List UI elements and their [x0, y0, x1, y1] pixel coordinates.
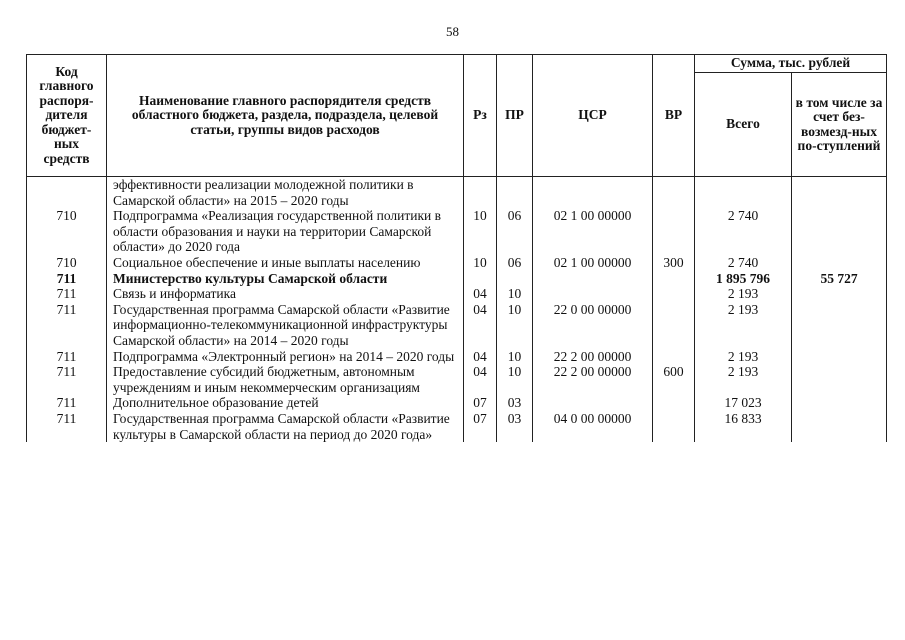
row-name: Подпрограмма «Реализация государственной политики в области образования и науки на территории Самарской области» до 2020 года	[107, 208, 464, 255]
row-name: Государственная программа Самарской области «Развитие информационно-телекоммуникационной инфраструктуры Самарской области» на 2014 – 2020 годы	[107, 302, 464, 349]
row-total: 1 895 796	[695, 271, 792, 287]
row-free	[792, 286, 887, 302]
row-code: 711	[27, 286, 107, 302]
row-vr	[653, 208, 695, 255]
header-rz: Рз	[464, 55, 497, 177]
row-code: 710	[27, 208, 107, 255]
row-name: эффективности реализации молодежной политики в Самарской области» на 2015 – 2020 годы	[107, 177, 464, 209]
row-vr	[653, 271, 695, 287]
table-row	[27, 208, 887, 255]
row-name: Подпрограмма «Электронный регион» на 2014 – 2020 годы	[107, 349, 464, 365]
row-code: 711	[27, 302, 107, 349]
row-free	[792, 364, 887, 395]
header-code: Код главного распоря-дителя бюджет-ных средств	[27, 55, 107, 177]
row-rz: 04	[464, 349, 497, 365]
row-csr	[533, 286, 653, 302]
header-free: в том числе за счет без-возмезд-ных по-ступлений	[792, 73, 887, 177]
row-free	[792, 395, 887, 411]
row-vr	[653, 395, 695, 411]
row-free	[792, 177, 887, 209]
row-pr: 03	[497, 411, 533, 442]
row-free	[792, 302, 887, 349]
row-free	[792, 208, 887, 255]
table-row	[27, 255, 887, 271]
row-total: 17 023	[695, 395, 792, 411]
row-code: 711	[27, 395, 107, 411]
row-pr	[497, 177, 533, 209]
budget-table	[26, 54, 887, 442]
table-body	[27, 177, 887, 443]
row-rz: 04	[464, 286, 497, 302]
row-vr: 600	[653, 364, 695, 395]
row-pr: 06	[497, 255, 533, 271]
table-row	[27, 271, 887, 287]
row-csr: 22 2 00 00000	[533, 349, 653, 365]
row-name: Министерство культуры Самарской области	[107, 271, 464, 287]
row-name: Связь и информатика	[107, 286, 464, 302]
row-total: 2 740	[695, 255, 792, 271]
row-name: Социальное обеспечение и иные выплаты населению	[107, 255, 464, 271]
table-row	[27, 411, 887, 442]
row-csr: 22 2 00 00000	[533, 364, 653, 395]
header-pr: ПР	[497, 55, 533, 177]
row-vr	[653, 302, 695, 349]
row-code: 711	[27, 411, 107, 442]
row-pr: 10	[497, 302, 533, 349]
table-row	[27, 395, 887, 411]
header-sum: Сумма, тыс. рублей	[695, 55, 887, 73]
header-total: Всего	[695, 73, 792, 177]
row-code	[27, 177, 107, 209]
row-csr: 04 0 00 00000	[533, 411, 653, 442]
table-row	[27, 349, 887, 365]
row-name: Предоставление субсидий бюджетным, автономным учреждениям и иным некоммерческим организациям	[107, 364, 464, 395]
row-free	[792, 349, 887, 365]
row-pr: 10	[497, 349, 533, 365]
row-code: 710	[27, 255, 107, 271]
row-pr: 10	[497, 286, 533, 302]
row-csr	[533, 271, 653, 287]
row-vr	[653, 411, 695, 442]
header-name: Наименование главного распорядителя средств областного бюджета, раздела, подраздела, целевой статьи, группы видов расходов	[107, 55, 464, 177]
row-pr: 06	[497, 208, 533, 255]
row-rz: 07	[464, 411, 497, 442]
table-row	[27, 364, 887, 395]
table-header	[27, 55, 887, 177]
row-total	[695, 177, 792, 209]
row-vr	[653, 286, 695, 302]
table-row	[27, 302, 887, 349]
table-row	[27, 177, 887, 209]
row-vr	[653, 177, 695, 209]
page-number: 58	[446, 24, 459, 39]
row-total: 2 193	[695, 349, 792, 365]
row-csr: 22 0 00 00000	[533, 302, 653, 349]
row-rz: 07	[464, 395, 497, 411]
row-vr: 300	[653, 255, 695, 271]
row-rz: 04	[464, 302, 497, 349]
row-code: 711	[27, 271, 107, 287]
row-pr: 03	[497, 395, 533, 411]
row-rz	[464, 271, 497, 287]
row-pr: 10	[497, 364, 533, 395]
row-total: 2 740	[695, 208, 792, 255]
table-row	[27, 286, 887, 302]
row-pr	[497, 271, 533, 287]
row-csr: 02 1 00 00000	[533, 255, 653, 271]
header-vr: ВР	[653, 55, 695, 177]
row-free	[792, 411, 887, 442]
row-vr	[653, 349, 695, 365]
row-csr: 02 1 00 00000	[533, 208, 653, 255]
row-free: 55 727	[792, 271, 887, 287]
row-rz: 04	[464, 364, 497, 395]
row-rz	[464, 177, 497, 209]
header-csr: ЦСР	[533, 55, 653, 177]
row-free	[792, 255, 887, 271]
row-code: 711	[27, 349, 107, 365]
row-name: Государственная программа Самарской области «Развитие культуры в Самарской области на период до 2020 года»	[107, 411, 464, 442]
row-csr	[533, 395, 653, 411]
row-total: 2 193	[695, 286, 792, 302]
row-name: Дополнительное образование детей	[107, 395, 464, 411]
row-rz: 10	[464, 208, 497, 255]
row-rz: 10	[464, 255, 497, 271]
row-total: 2 193	[695, 302, 792, 349]
row-code: 711	[27, 364, 107, 395]
row-total: 16 833	[695, 411, 792, 442]
row-total: 2 193	[695, 364, 792, 395]
row-csr	[533, 177, 653, 209]
